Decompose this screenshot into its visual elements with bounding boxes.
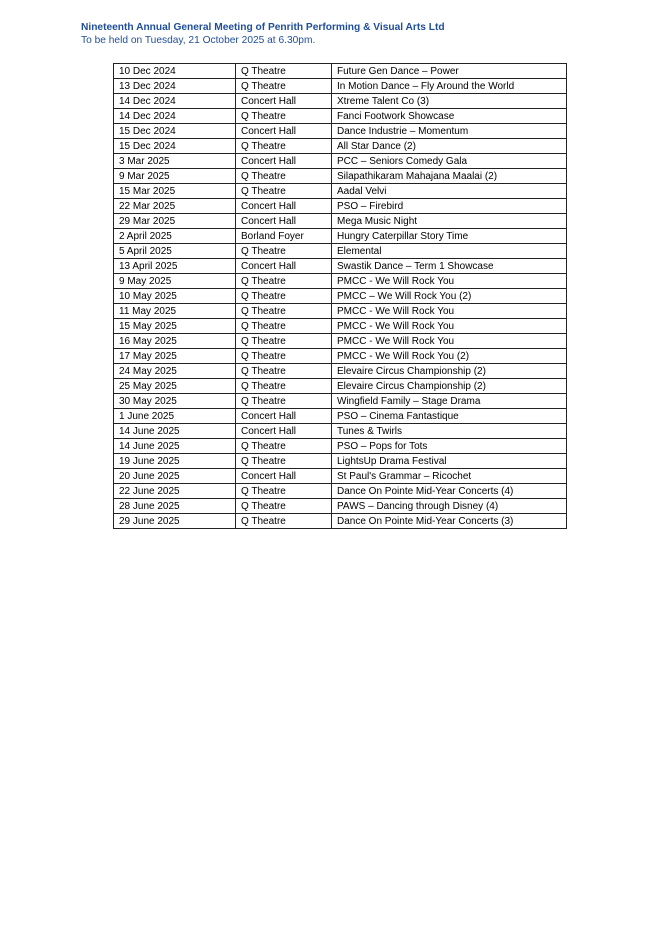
event-name-cell: PMCC - We Will Rock You: [332, 334, 567, 349]
event-venue-cell: Q Theatre: [236, 274, 332, 289]
table-row: [114, 274, 567, 289]
event-date-cell: 16 May 2025: [114, 334, 236, 349]
table-row: [114, 454, 567, 469]
event-name-cell: PAWS – Dancing through Disney (4): [332, 499, 567, 514]
table-row: [114, 469, 567, 484]
table-row: [114, 229, 567, 244]
table-row: [114, 319, 567, 334]
event-date-cell: 30 May 2025: [114, 394, 236, 409]
event-date-cell: 9 Mar 2025: [114, 169, 236, 184]
event-name-cell: All Star Dance (2): [332, 139, 567, 154]
event-venue-cell: Concert Hall: [236, 259, 332, 274]
event-venue-cell: Q Theatre: [236, 109, 332, 124]
event-venue-cell: Q Theatre: [236, 514, 332, 529]
event-venue-cell: Q Theatre: [236, 394, 332, 409]
event-date-cell: 22 Mar 2025: [114, 199, 236, 214]
table-row: [114, 109, 567, 124]
event-date-cell: 14 Dec 2024: [114, 109, 236, 124]
event-name-cell: In Motion Dance – Fly Around the World: [332, 79, 567, 94]
event-venue-cell: Q Theatre: [236, 439, 332, 454]
event-name-cell: Xtreme Talent Co (3): [332, 94, 567, 109]
event-name-cell: Elemental: [332, 244, 567, 259]
event-venue-cell: Q Theatre: [236, 139, 332, 154]
table-row: [114, 154, 567, 169]
event-name-cell: PMCC - We Will Rock You: [332, 319, 567, 334]
event-date-cell: 15 Mar 2025: [114, 184, 236, 199]
event-name-cell: PSO – Cinema Fantastique: [332, 409, 567, 424]
event-venue-cell: Concert Hall: [236, 154, 332, 169]
event-date-cell: 20 June 2025: [114, 469, 236, 484]
event-venue-cell: Q Theatre: [236, 64, 332, 79]
event-venue-cell: Q Theatre: [236, 289, 332, 304]
event-name-cell: PMCC - We Will Rock You (2): [332, 349, 567, 364]
event-date-cell: 10 May 2025: [114, 289, 236, 304]
table-row: [114, 169, 567, 184]
event-name-cell: PMCC – We Will Rock You (2): [332, 289, 567, 304]
event-name-cell: St Paul's Grammar – Ricochet: [332, 469, 567, 484]
event-date-cell: 19 June 2025: [114, 454, 236, 469]
event-venue-cell: Q Theatre: [236, 364, 332, 379]
table-row: [114, 214, 567, 229]
event-date-cell: 10 Dec 2024: [114, 64, 236, 79]
event-venue-cell: Q Theatre: [236, 244, 332, 259]
event-name-cell: Elevaire Circus Championship (2): [332, 364, 567, 379]
event-date-cell: 14 Dec 2024: [114, 94, 236, 109]
events-table: [113, 63, 567, 529]
event-venue-cell: Concert Hall: [236, 94, 332, 109]
event-date-cell: 3 Mar 2025: [114, 154, 236, 169]
event-name-cell: Silapathikaram Mahajana Maalai (2): [332, 169, 567, 184]
event-date-cell: 15 Dec 2024: [114, 139, 236, 154]
event-name-cell: Dance On Pointe Mid-Year Concerts (4): [332, 484, 567, 499]
event-venue-cell: Q Theatre: [236, 454, 332, 469]
table-row: [114, 244, 567, 259]
table-row: [114, 334, 567, 349]
event-name-cell: PSO – Firebird: [332, 199, 567, 214]
table-row: [114, 424, 567, 439]
table-row: [114, 124, 567, 139]
event-name-cell: PSO – Pops for Tots: [332, 439, 567, 454]
table-row: [114, 349, 567, 364]
event-name-cell: Fanci Footwork Showcase: [332, 109, 567, 124]
event-date-cell: 25 May 2025: [114, 379, 236, 394]
event-date-cell: 22 June 2025: [114, 484, 236, 499]
event-date-cell: 29 Mar 2025: [114, 214, 236, 229]
event-date-cell: 28 June 2025: [114, 499, 236, 514]
table-row: [114, 79, 567, 94]
event-venue-cell: Q Theatre: [236, 484, 332, 499]
table-row: [114, 289, 567, 304]
event-date-cell: 1 June 2025: [114, 409, 236, 424]
event-name-cell: Hungry Caterpillar Story Time: [332, 229, 567, 244]
event-date-cell: 14 June 2025: [114, 424, 236, 439]
event-venue-cell: Q Theatre: [236, 349, 332, 364]
event-venue-cell: Q Theatre: [236, 319, 332, 334]
event-name-cell: Swastik Dance – Term 1 Showcase: [332, 259, 567, 274]
table-row: [114, 514, 567, 529]
table-row: [114, 484, 567, 499]
table-row: [114, 304, 567, 319]
event-date-cell: 24 May 2025: [114, 364, 236, 379]
document-subtitle: To be held on Tuesday, 21 October 2025 at 6.30pm.: [81, 35, 316, 46]
event-name-cell: PCC – Seniors Comedy Gala: [332, 154, 567, 169]
event-date-cell: 13 April 2025: [114, 259, 236, 274]
event-name-cell: Future Gen Dance – Power: [332, 64, 567, 79]
event-name-cell: Elevaire Circus Championship (2): [332, 379, 567, 394]
event-venue-cell: Borland Foyer: [236, 229, 332, 244]
table-row: [114, 379, 567, 394]
event-name-cell: Dance Industrie – Momentum: [332, 124, 567, 139]
event-date-cell: 17 May 2025: [114, 349, 236, 364]
event-date-cell: 2 April 2025: [114, 229, 236, 244]
event-name-cell: PMCC - We Will Rock You: [332, 304, 567, 319]
event-venue-cell: Q Theatre: [236, 79, 332, 94]
table-row: [114, 139, 567, 154]
table-row: [114, 199, 567, 214]
events-table-body: [114, 64, 567, 529]
event-date-cell: 9 May 2025: [114, 274, 236, 289]
table-row: [114, 499, 567, 514]
event-venue-cell: Q Theatre: [236, 334, 332, 349]
event-name-cell: Wingfield Family – Stage Drama: [332, 394, 567, 409]
event-name-cell: Dance On Pointe Mid-Year Concerts (3): [332, 514, 567, 529]
event-venue-cell: Concert Hall: [236, 469, 332, 484]
table-row: [114, 259, 567, 274]
event-venue-cell: Q Theatre: [236, 379, 332, 394]
event-date-cell: 11 May 2025: [114, 304, 236, 319]
event-venue-cell: Concert Hall: [236, 409, 332, 424]
table-row: [114, 94, 567, 109]
table-row: [114, 364, 567, 379]
table-row: [114, 184, 567, 199]
table-row: [114, 64, 567, 79]
document-header: [81, 21, 445, 48]
event-venue-cell: Q Theatre: [236, 499, 332, 514]
event-date-cell: 15 May 2025: [114, 319, 236, 334]
table-row: [114, 439, 567, 454]
event-date-cell: 13 Dec 2024: [114, 79, 236, 94]
event-date-cell: 15 Dec 2024: [114, 124, 236, 139]
event-date-cell: 29 June 2025: [114, 514, 236, 529]
event-name-cell: Aadal Velvi: [332, 184, 567, 199]
event-date-cell: 14 June 2025: [114, 439, 236, 454]
event-date-cell: 5 April 2025: [114, 244, 236, 259]
table-row: [114, 409, 567, 424]
event-venue-cell: Q Theatre: [236, 169, 332, 184]
table-row: [114, 394, 567, 409]
event-venue-cell: Concert Hall: [236, 124, 332, 139]
event-venue-cell: Concert Hall: [236, 214, 332, 229]
document-title: Nineteenth Annual General Meeting of Penrith Performing & Visual Arts Ltd: [81, 22, 445, 33]
event-name-cell: Tunes & Twirls: [332, 424, 567, 439]
event-venue-cell: Q Theatre: [236, 184, 332, 199]
event-name-cell: Mega Music Night: [332, 214, 567, 229]
event-venue-cell: Concert Hall: [236, 424, 332, 439]
event-venue-cell: Q Theatre: [236, 304, 332, 319]
event-name-cell: PMCC - We Will Rock You: [332, 274, 567, 289]
event-name-cell: LightsUp Drama Festival: [332, 454, 567, 469]
event-venue-cell: Concert Hall: [236, 199, 332, 214]
